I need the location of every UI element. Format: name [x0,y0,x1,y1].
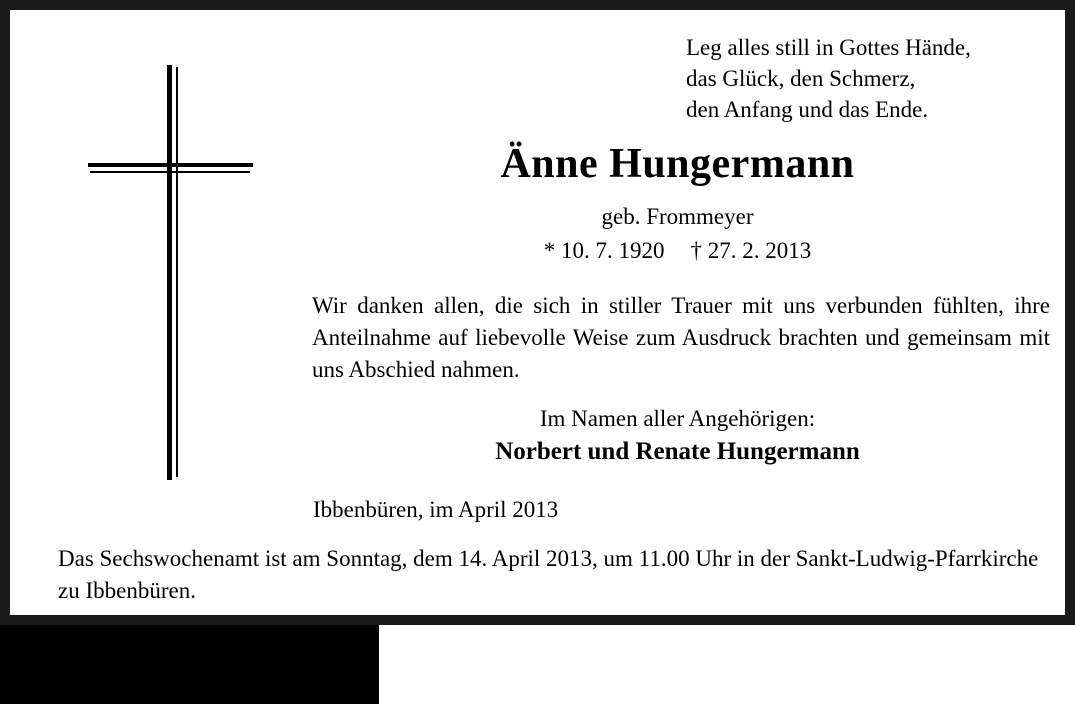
bottom-black-bar [0,625,379,704]
cross-vertical-stroke [167,65,172,480]
verse-line-1: Leg alles still in Gottes Hände, [686,35,971,60]
cross-horizontal-stroke-secondary [90,171,250,173]
obituary-notice-body [10,10,1065,615]
cross-horizontal-stroke [88,163,253,167]
maiden-name: geb. Frommeyer [601,204,754,229]
verse-line-2: das Glück, den Schmerz, [686,66,916,91]
cross-vertical-stroke-secondary [176,67,178,477]
family-names: Norbert und Renate Hungermann [495,438,860,465]
place-and-date: Ibbenbüren, im April 2013 [313,497,559,522]
life-dates [290,238,1065,264]
thanks-paragraph: Wir danken allen, die sich in stiller Trauer mit uns verbunden fühlten, ihre Anteilnahme auf liebevolle Weise zum Ausdruck brachten und gemeinsam mit uns Abschied nahmen. [312,293,1050,382]
memorial-verse [686,32,1056,125]
memorial-service-info: Das Sechswochenamt ist am Sonntag, dem 14. April 2013, um 11.00 Uhr in der Sankt-Ludwig-Pfarrkirche zu Ibbenbüren. [58,546,1039,603]
in-name-of-label: Im Namen aller Angehörigen: [539,406,816,431]
cross-icon [70,45,270,495]
birth-date: * 10. 7. 1920 [543,238,665,263]
death-date: † 27. 2. 2013 [690,238,812,263]
deceased-name: Änne Hungermann [500,141,855,187]
verse-line-3: den Anfang und das Ende. [686,97,929,122]
